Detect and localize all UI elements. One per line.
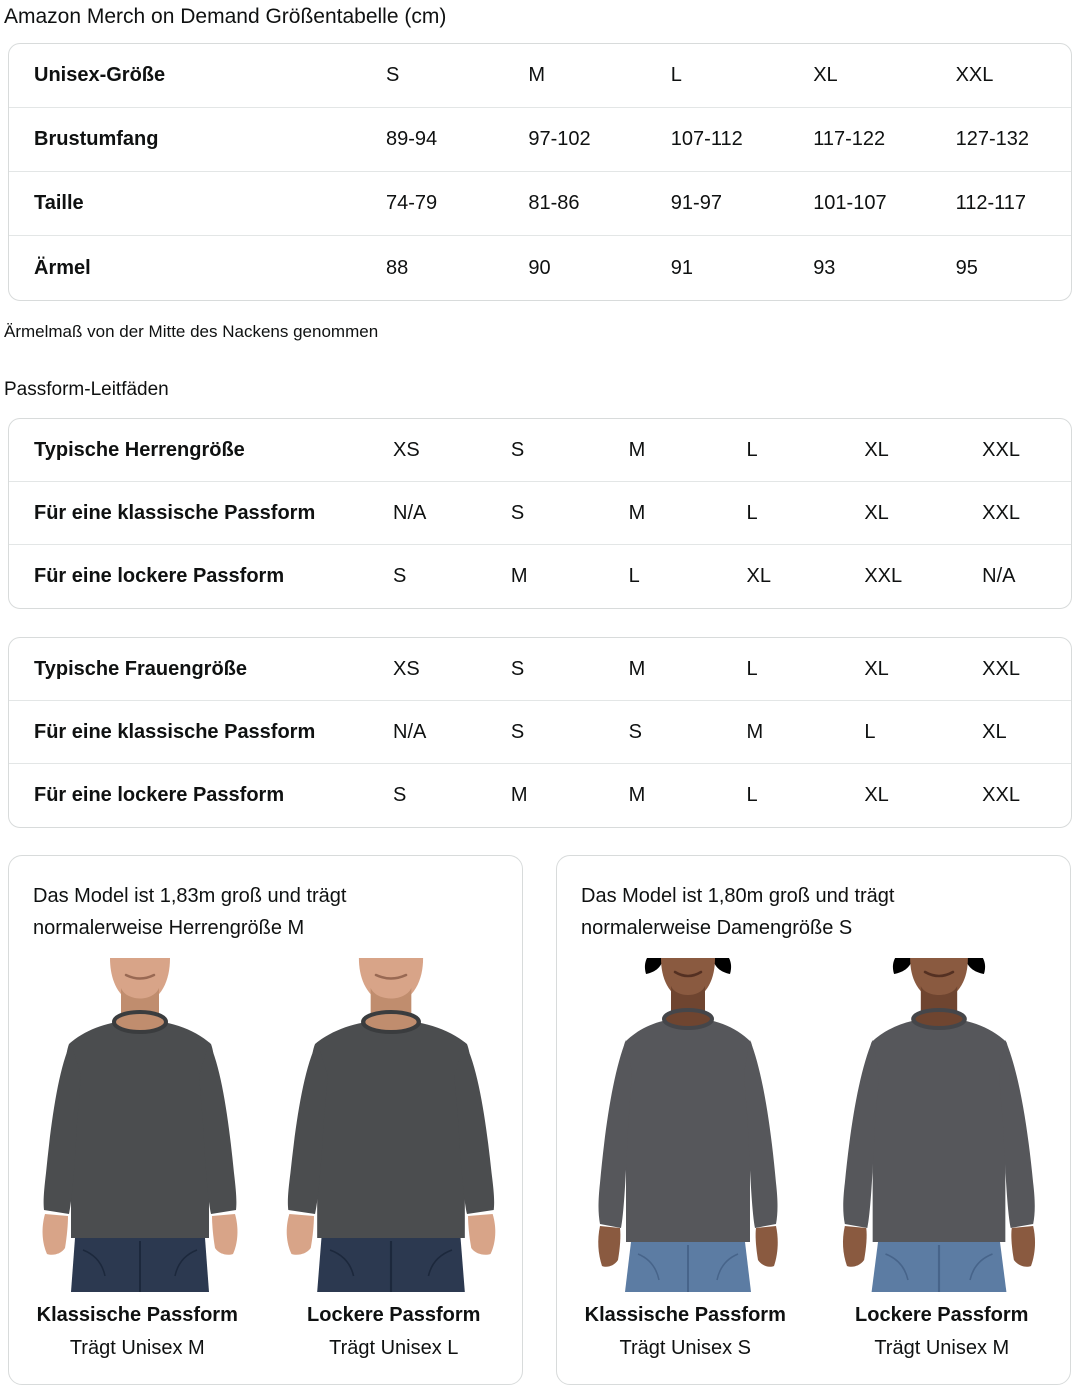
female-model-card [556, 855, 1071, 1385]
model-description: Das Model ist 1,83m groß und trägt normalerweise Herrengröße M [33, 885, 347, 939]
fit-name: Lockere Passform [855, 1304, 1029, 1326]
size-cell: S [510, 657, 525, 680]
size-cell: 127-132 [955, 128, 1029, 150]
size-cell: 97-102 [528, 128, 591, 150]
size-cell: XXL [982, 657, 1020, 680]
size-cell: XL [864, 784, 889, 806]
size-cell: M [510, 784, 528, 806]
row-label: Unisex-Größe [34, 64, 166, 86]
row-label: Taille [34, 192, 84, 214]
fit-caption [266, 1302, 523, 1361]
size-cell: XS [393, 438, 420, 461]
size-cell: L [670, 64, 682, 86]
model-figure-svg [805, 958, 1071, 1292]
fit-size: Trägt Unisex S [619, 1337, 752, 1359]
size-cell: 112-117 [955, 192, 1027, 214]
table-row [9, 638, 1071, 701]
sleeve-measure-note: Ärmelmaß von der Mitte des Nackens genommen [4, 322, 379, 341]
size-cell: XXL [982, 784, 1020, 806]
fit-size: Trägt Unisex M [874, 1337, 1010, 1359]
size-cell: S [510, 720, 525, 743]
size-cell: S [628, 720, 642, 743]
row-label: Für eine klassische Passform [34, 720, 316, 743]
size-cell: M [628, 501, 646, 524]
table-row [9, 44, 1071, 108]
size-cell: XXL [982, 438, 1020, 461]
size-cell: L [864, 720, 876, 743]
male-loose-fit-photo [266, 958, 516, 1292]
size-cell: N/A [393, 720, 427, 743]
size-cell: 91 [670, 256, 694, 279]
size-cell: XL [864, 438, 889, 461]
row-label: Ärmel [34, 256, 91, 279]
size-cell: XL [864, 657, 889, 680]
unisex-size-table [8, 43, 1072, 301]
size-cell: 95 [955, 256, 978, 279]
size-cell: L [746, 784, 758, 806]
fit-name: Klassische Passform [36, 1304, 238, 1326]
size-cell: 91-97 [670, 192, 722, 214]
row-label: Brustumfang [34, 128, 159, 150]
row-label: Für eine klassische Passform [34, 501, 316, 524]
fit-captions [557, 1302, 1070, 1361]
mens-fit-table [8, 418, 1072, 609]
size-cell: XL [746, 565, 771, 587]
female-loose-fit-photo [814, 958, 1064, 1292]
size-cell: L [746, 438, 758, 461]
fit-caption [9, 1302, 266, 1361]
fit-size: Trägt Unisex L [329, 1337, 459, 1359]
model-description: Das Model ist 1,80m groß und trägt normalerweise Damengröße S [581, 885, 895, 939]
size-cell: 81-86 [528, 192, 580, 214]
size-cell: XL [864, 501, 889, 524]
row-label: Typische Frauengröße [34, 657, 248, 680]
size-cell: L [628, 565, 640, 587]
row-label: Typische Herrengröße [34, 438, 245, 461]
size-cell: N/A [982, 565, 1016, 587]
model-figure-svg [257, 958, 523, 1292]
size-cell: XXL [982, 501, 1020, 524]
fit-name: Lockere Passform [307, 1304, 481, 1326]
size-cell: 117-122 [813, 128, 886, 150]
table-row [9, 172, 1071, 236]
fit-caption [557, 1302, 814, 1361]
size-cell: N/A [393, 501, 427, 524]
size-cell: 93 [813, 256, 836, 279]
fit-size: Trägt Unisex M [69, 1337, 205, 1359]
size-cell: L [746, 501, 758, 524]
size-cell: M [628, 438, 646, 461]
size-cell: 88 [386, 256, 409, 279]
size-cell: XXL [955, 64, 994, 86]
size-cell: XL [982, 720, 1007, 743]
model-cards [8, 855, 1072, 1385]
size-cell: S [386, 64, 400, 86]
fit-caption [814, 1302, 1071, 1361]
size-cell: M [510, 565, 528, 587]
size-cell: 107-112 [670, 128, 743, 150]
page-title: Amazon Merch on Demand Größentabelle (cm) [4, 5, 447, 28]
size-cell: M [628, 657, 646, 680]
male-model-card [8, 855, 523, 1385]
size-cell: M [628, 784, 646, 806]
fit-captions [9, 1302, 522, 1361]
size-cell: 90 [528, 256, 551, 279]
male-classic-fit-photo [15, 958, 265, 1292]
fit-guides-title: Passform-Leitfäden [4, 379, 169, 400]
table-row [9, 236, 1071, 300]
table-row [9, 701, 1071, 764]
table-row [9, 419, 1071, 482]
table-row [9, 545, 1071, 608]
row-label: Für eine lockere Passform [34, 784, 285, 806]
size-chart-page [0, 4, 1080, 1385]
womens-fit-table [8, 637, 1072, 828]
size-cell: S [510, 438, 525, 461]
size-cell: S [393, 784, 407, 806]
model-figure-svg [563, 958, 813, 1292]
table-row [9, 108, 1071, 172]
table-row [9, 764, 1071, 827]
size-cell: S [393, 565, 407, 587]
model-photos [557, 958, 1070, 1292]
size-cell: S [510, 501, 525, 524]
size-cell: XL [813, 64, 838, 86]
size-cell: M [746, 720, 764, 743]
size-cell: XXL [864, 565, 903, 587]
size-cell: 74-79 [386, 192, 438, 214]
size-cell: 89-94 [386, 128, 438, 150]
female-classic-fit-photo [563, 958, 813, 1292]
table-row [9, 482, 1071, 545]
model-photos [9, 958, 522, 1292]
size-cell: 101-107 [813, 192, 887, 214]
size-cell: M [528, 64, 546, 86]
fit-name: Klassische Passform [584, 1304, 786, 1326]
row-label: Für eine lockere Passform [34, 565, 285, 587]
size-cell: XS [393, 657, 420, 680]
size-cell: L [746, 657, 758, 680]
model-figure-svg [15, 958, 265, 1292]
